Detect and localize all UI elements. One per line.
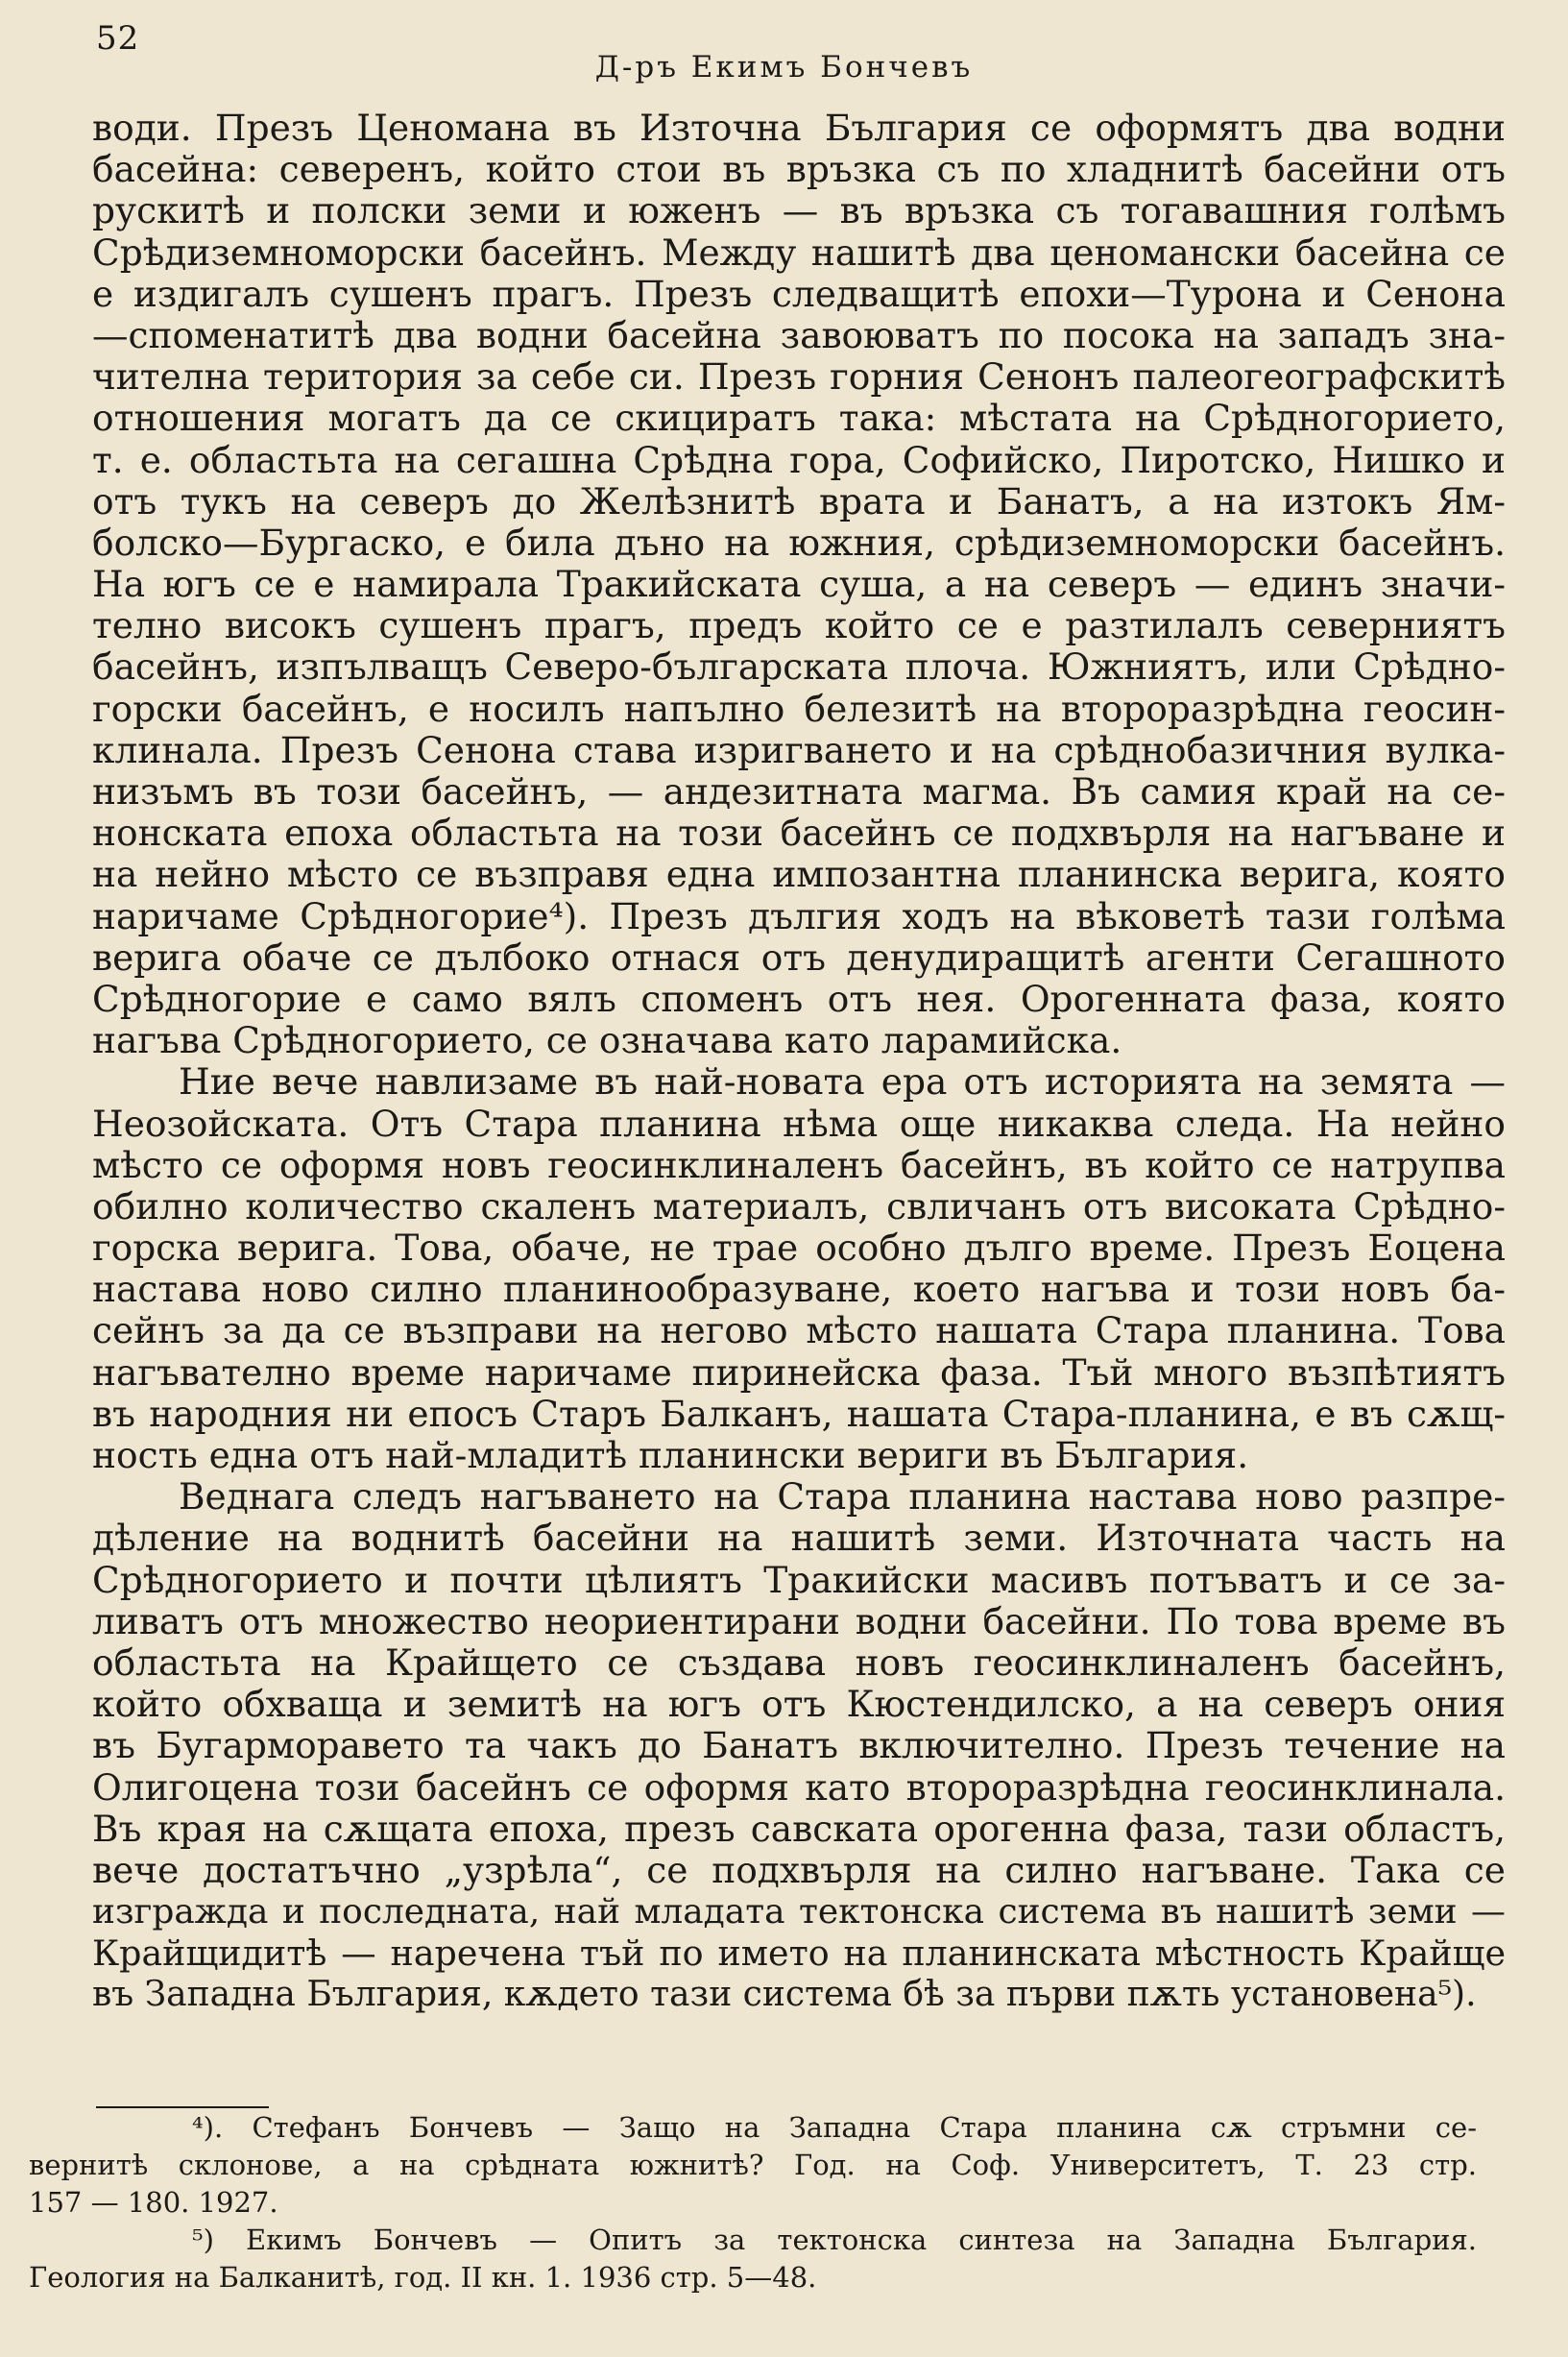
body-line: е издигалъ сушенъ прагъ. Презъ следващитѣ епохи—Турона и Сенона [92, 272, 1506, 315]
body-line: нагъва Срѣдногориeто, се означава като ларамийска. [92, 1019, 1122, 1062]
body-line: чителна територия за себе си. Презъ горния Сенонъ палеогеографскитѣ [92, 355, 1506, 399]
footnotes [29, 2109, 1477, 2296]
footnote-rule [96, 2106, 269, 2108]
running-head: Д-ръ Екимъ Бончевъ [594, 50, 974, 85]
page-number: 52 [96, 19, 140, 58]
body-line: Крайщидитѣ — наречена тъй по името на планинската мѣстность Крайще [92, 1932, 1506, 1975]
body-line: ливатъ отъ множество неориентирани водни басейни. По това време въ [92, 1599, 1506, 1642]
body-line: отъ тукъ на северъ до Желѣзнитѣ врата и Банатъ, а на изтокъ Ям- [92, 479, 1506, 522]
body-line: въ Бугарморавето та чакъ до Банатъ включително. Презъ течение на [92, 1724, 1506, 1767]
footnote-line: 157 — 180. 1927. [29, 2186, 278, 2219]
body-line: нонската епоха областьта на този басейнъ се подхвърля на нагъване и [92, 812, 1506, 855]
body-line: Ние вече навлизаме въ най-новата ера отъ историята на земята — [179, 1060, 1506, 1104]
body-line: въ Западна България, кѫдето тази система бѣ за първи пѫть установена⁵). [92, 1974, 1477, 2015]
body-line: телно високъ сушенъ прагъ, предъ който се е разтилалъ северниятъ [92, 604, 1506, 647]
footnote-line: Геология на Балканитѣ, год. II кн. 1. 1936 стр. 5—48. [29, 2261, 817, 2294]
body-line: Срѣдиземноморски басейнъ. Между нашитѣ два ценомански басейна се [92, 231, 1506, 274]
body-line: вече достатъчно „узрѣла“, се подхвърля на силно нагъване. Така се [92, 1848, 1506, 1891]
body-line: ность една отъ най-младитѣ планински вериги въ България. [92, 1434, 1249, 1476]
body-line: рускитѣ и полски земи и юженъ — въ връзка съ тогавашния голѣмъ [92, 189, 1506, 232]
body-line: въ народния ни епосъ Старъ Балканъ, нашата Стара-планина, е въ сѫщ- [92, 1392, 1506, 1435]
body-line: т. е. областьта на сегашна Срѣдна гора, Софийско, Пиротско, Нишко и [92, 438, 1506, 481]
body-line: горски басейнъ, е носилъ напълно белезитѣ на второразрѣдна геосин- [92, 687, 1506, 730]
footnote-line: ⁵) Екимъ Бончевъ — Опитъ за тектонска синтеза на Западна България. [192, 2223, 1477, 2256]
body-line: Веднага следъ нагъването на Стара планина настава ново разпре- [179, 1475, 1506, 1519]
body-line: води. Презъ Ценомана въ Източна България се оформятъ два водни [92, 107, 1506, 149]
body-line: на нейно мѣсто се възправя една импозантна планинска верига, която [92, 853, 1506, 896]
body-line: областьта на Крайщето се създава новъ геосинклиналенъ басейнъ, [92, 1640, 1506, 1684]
body-line: Въ края на сѫщата епоха, презъ савската орогенна фаза, тази областъ, [92, 1807, 1506, 1850]
body-line: клинала. Презъ Сенона става изригването и на срѣднобазичния вулка- [92, 728, 1506, 771]
body-line: който обхваща и земитѣ на югъ отъ Кюстендилско, а на северъ ония [92, 1683, 1506, 1726]
body-line: сейнъ за да се възправи на негово мѣсто нашата Стара планина. Това [92, 1309, 1506, 1352]
body-text [92, 108, 1506, 2016]
body-line: —споменатитѣ два водни басейна завоюватъ по посока на западъ зна- [92, 313, 1506, 356]
footnote-line: вернитѣ склонове, а на срѣдната южнитѣ? Год. на Соф. Университетъ, Т. 23 стр. [29, 2149, 1477, 2181]
body-line: нагъвателно време наричаме пиринейска фаза. Тъй много възпѣтиятъ [92, 1350, 1506, 1394]
body-line: низъмъ въ този басейнъ, — андезитната магма. Въ самия край на се- [92, 770, 1506, 813]
body-line: На югъ се е намирала Тракийската суша, а на северъ — единъ значи- [92, 563, 1506, 606]
body-line: горска верига. Това, обаче, не трае особно дълго време. Презъ Еоцена [92, 1227, 1506, 1270]
body-line: наричаме Срѣдногорие⁴). Презъ дългия ходъ на вѣковетѣ тази голѣма [92, 894, 1506, 937]
body-line: дѣление на воднитѣ басейни на нашитѣ земи. Източната часть на [92, 1517, 1506, 1560]
body-line: Срѣдногориeто и почти цѣлиятъ Тракийски масивъ потъватъ и се за- [92, 1558, 1506, 1601]
body-line: настава ново силно планинообразуване, което нагъва и този новъ ба- [92, 1268, 1506, 1311]
body-line: изгражда и последната, най младата тектонска система въ нашитѣ земи — [92, 1892, 1506, 1932]
body-line: Олигоцена този басейнъ се оформя като второразрѣдна геосинклинала. [92, 1765, 1506, 1809]
body-line: болско—Бургаско, е била дъно на южния, срѣдиземноморски басейнъ. [92, 521, 1506, 564]
footnote-line: ⁴). Стефанъ Бончевъ — Защо на Западна Стара планина сѫ стръмни се- [192, 2111, 1477, 2144]
body-line: обилно количество скаленъ материалъ, свличанъ отъ високата Срѣдно- [92, 1184, 1506, 1227]
body-line: Неозойската. Отъ Стара планина нѣма още никаква следа. На нейно [92, 1102, 1506, 1145]
body-line: Срѣдногорие е само вялъ споменъ отъ нея. Орогенната фаза, която [92, 977, 1506, 1020]
body-line: басейнъ, изпълващъ Северо-българската плоча. Южниятъ, или Срѣдно- [92, 645, 1506, 689]
body-line: верига обаче се дълбоко отнася отъ денудиращитѣ агенти Сегашното [92, 936, 1506, 979]
body-line: мѣсто се оформя новъ геосинклиналенъ басейнъ, въ който се натрупва [92, 1143, 1506, 1186]
body-line: басейна: северенъ, който стои въ връзка съ по хладнитѣ басейни отъ [92, 148, 1506, 191]
body-line: отношения могатъ да се скициратъ така: мѣстата на Срѣдногориeто, [92, 397, 1506, 440]
